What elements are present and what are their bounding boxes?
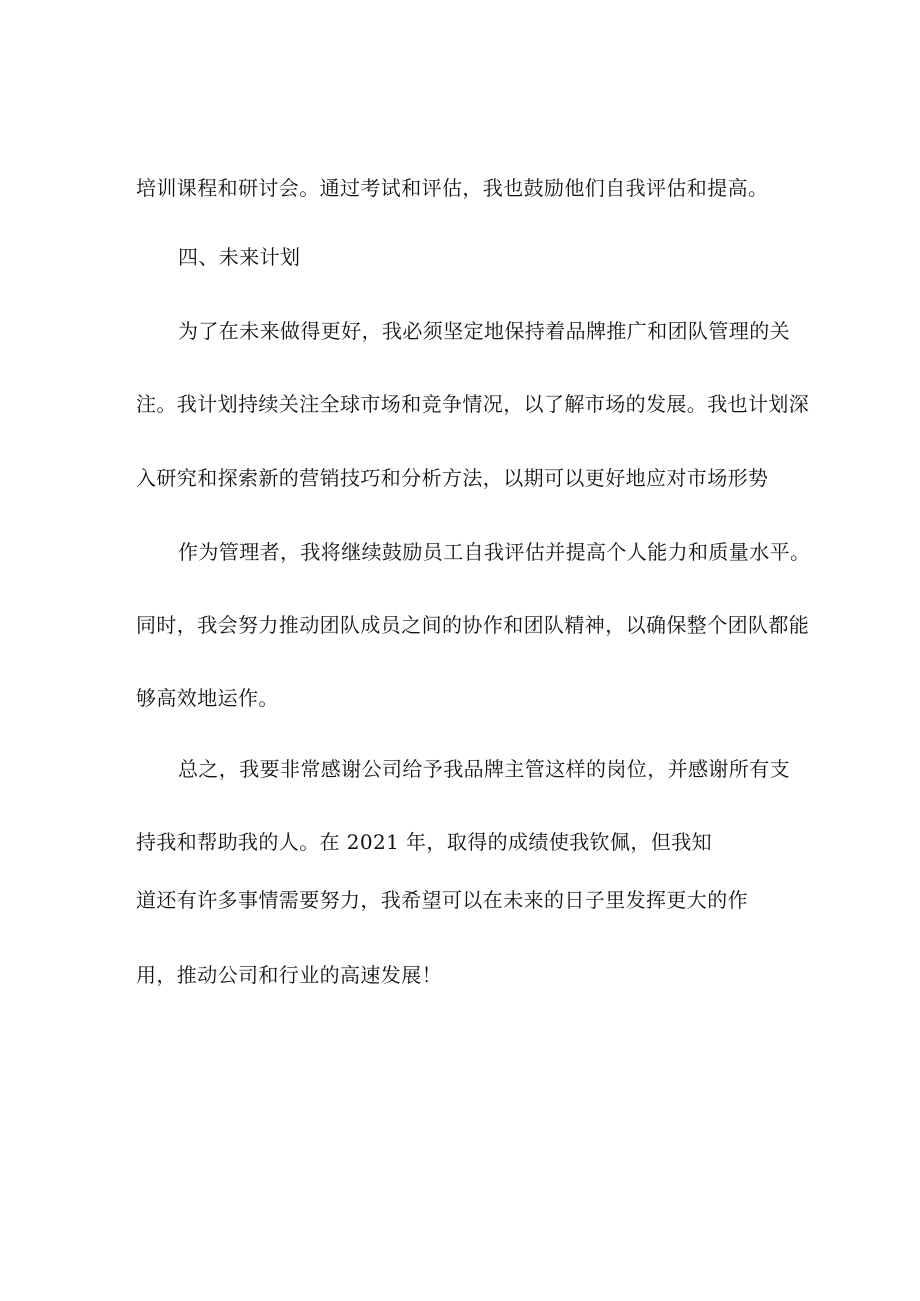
paragraph-line-10: 持我和帮助我的人。在 2021 年，取得的成绩使我钦佩，但我知 xyxy=(136,830,713,854)
paragraph-line-9: 总之，我要非常感谢公司给予我品牌主管这样的岗位，并感谢所有支 xyxy=(178,757,790,781)
paragraph-line-3: 为了在未来做得更好，我必须坚定地保持着品牌推广和团队管理的关 xyxy=(178,319,790,343)
paragraph-line-5: 入研究和探索新的营销技巧和分析方法，以期可以更好地应对市场形势 xyxy=(136,466,769,490)
paragraph-line-8: 够高效地运作。 xyxy=(136,686,279,710)
section-heading-future-plan: 四、未来计划 xyxy=(178,245,301,269)
paragraph-line-6: 作为管理者，我将继续鼓励员工自我评估并提高个人能力和质量水平。 xyxy=(178,540,811,564)
paragraph-line-1: 培训课程和研讨会。通过考试和评估，我也鼓励他们自我评估和提高。 xyxy=(136,176,769,200)
paragraph-line-4: 注。我计划持续关注全球市场和竞争情况，以了解市场的发展。我也计划深 xyxy=(136,392,810,416)
paragraph-line-12: 用，推动公司和行业的高速发展！ xyxy=(136,963,442,987)
paragraph-line-11: 道还有许多事情需要努力，我希望可以在未来的日子里发挥更大的作 xyxy=(136,888,748,912)
paragraph-line-7: 同时，我会努力推动团队成员之间的协作和团队精神，以确保整个团队都能 xyxy=(136,613,810,637)
